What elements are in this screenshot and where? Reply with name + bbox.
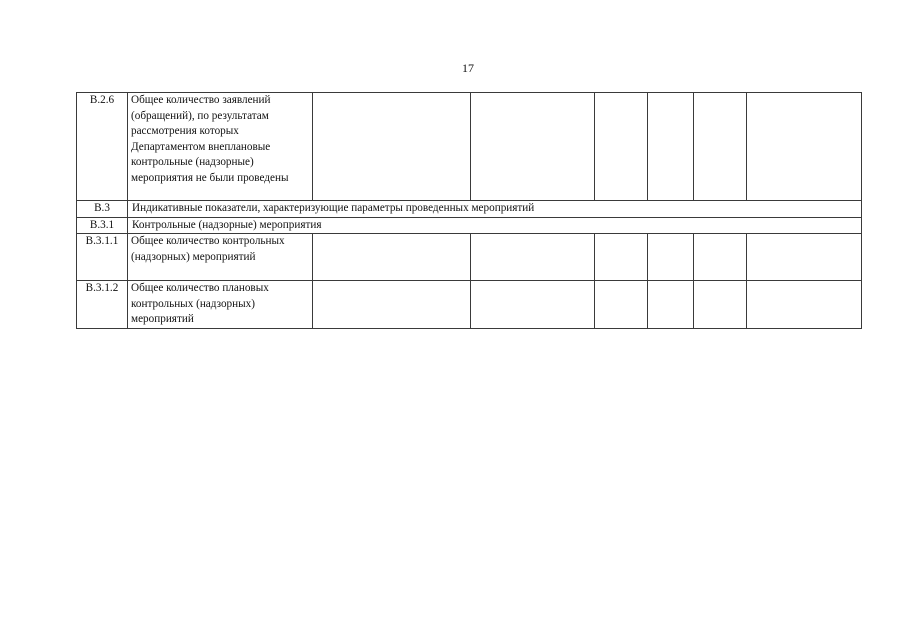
section-label: Контрольные (надзорные) мероприятия	[128, 217, 862, 234]
table-cell	[313, 234, 471, 281]
table-row	[77, 93, 862, 201]
table-section-row	[77, 201, 862, 218]
table-cell	[313, 93, 471, 201]
table-cell	[747, 234, 862, 281]
table-cell	[648, 93, 694, 201]
row-code: В.3	[77, 201, 128, 218]
table-cell	[694, 234, 747, 281]
table-cell	[694, 93, 747, 201]
page-number: 17	[462, 61, 474, 75]
row-label: Общее количество заявлений (обращений), по результатам рассмотрения которых Департаментом внеплановые контрольные (надзорные) мероприятия не были проведены	[128, 93, 313, 201]
table-cell	[313, 281, 471, 329]
table-cell	[648, 281, 694, 329]
indicator-table	[76, 92, 862, 329]
table-cell	[471, 93, 595, 201]
table-cell	[747, 93, 862, 201]
section-label: Индикативные показатели, характеризующие параметры проведенных мероприятий	[128, 201, 862, 218]
row-code: В.3.1	[77, 217, 128, 234]
table-section-row	[77, 217, 862, 234]
table-cell	[471, 281, 595, 329]
row-label: Общее количество контрольных (надзорных) мероприятий	[128, 234, 313, 281]
row-label: Общее количество плановых контрольных (надзорных) мероприятий	[128, 281, 313, 329]
row-code: В.3.1.1	[77, 234, 128, 281]
table-cell	[648, 234, 694, 281]
table-cell	[694, 281, 747, 329]
table-row	[77, 281, 862, 329]
row-code: В.2.6	[77, 93, 128, 201]
table-row	[77, 234, 862, 281]
table-cell	[595, 93, 648, 201]
row-code: В.3.1.2	[77, 281, 128, 329]
table-cell	[595, 234, 648, 281]
table-cell	[471, 234, 595, 281]
table-cell	[595, 281, 648, 329]
table-cell	[747, 281, 862, 329]
